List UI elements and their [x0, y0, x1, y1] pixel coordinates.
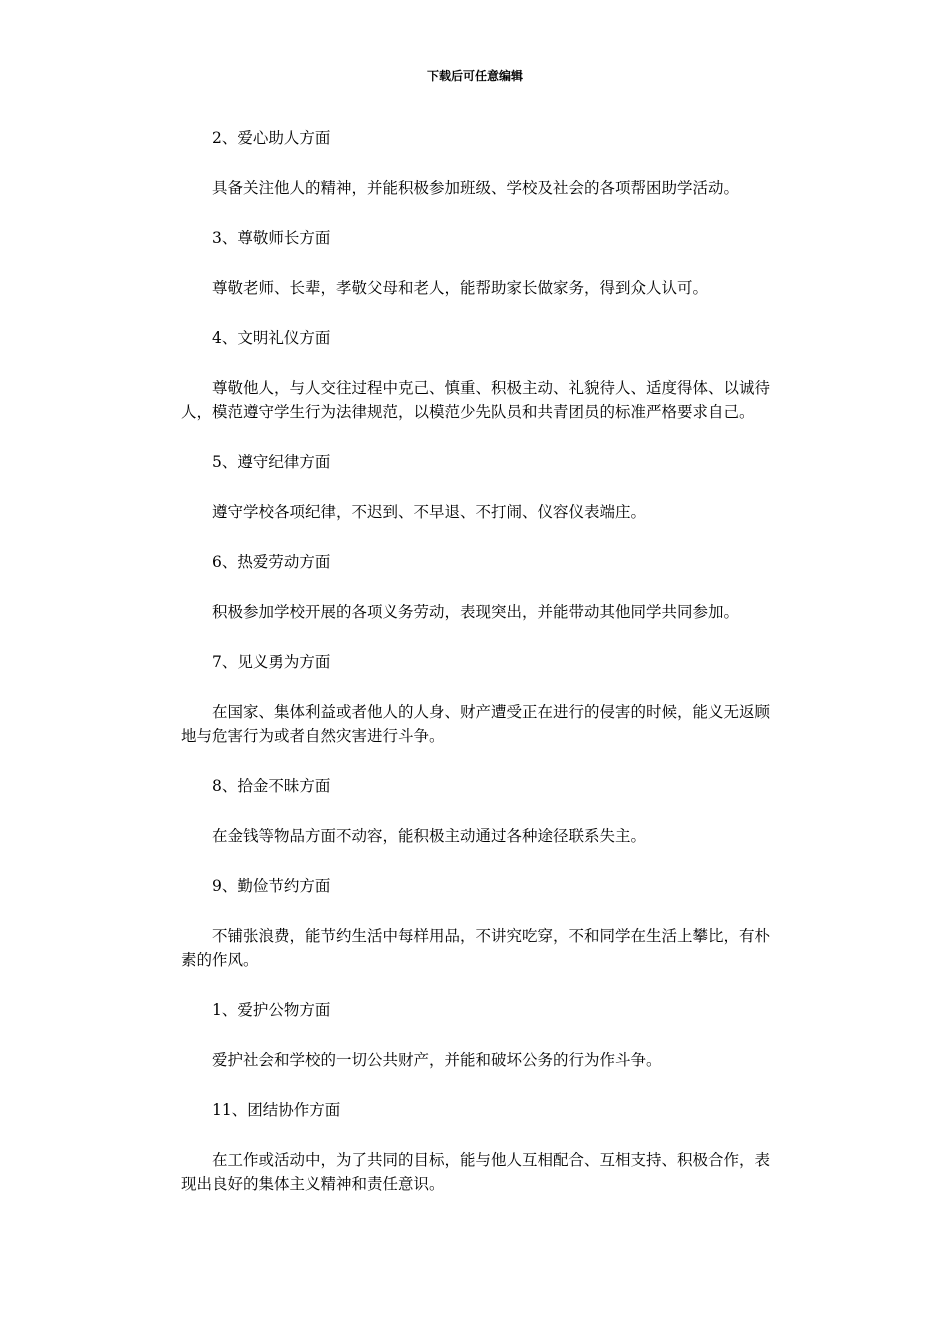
section-heading: 6、热爱劳动方面: [212, 553, 331, 571]
section-heading: 3、尊敬师长方面: [212, 229, 331, 247]
section-body: 在国家、集体利益或者他人的人身、财产遭受正在进行的侵害的时候，能义无返顾地与危害行为或者自然灾害进行斗争。: [181, 703, 771, 745]
section-body: 具备关注他人的精神，并能积极参加班级、学校及社会的各项帮困助学活动。: [212, 179, 740, 197]
section-body: 在金钱等物品方面不动容，能积极主动通过各种途径联系失主。: [212, 827, 647, 845]
section-heading: 2、爱心助人方面: [212, 129, 331, 147]
section-body: 积极参加学校开展的各项义务劳动，表现突出，并能带动其他同学共同参加。: [212, 603, 740, 621]
document-body: [181, 126, 781, 1222]
section-heading: 1、爱护公物方面: [212, 1001, 331, 1019]
section-heading: 7、见义勇为方面: [212, 653, 331, 671]
section-body: 爱护社会和学校的一切公共财产，并能和破坏公务的行为作斗争。: [212, 1051, 662, 1069]
section-body: 在工作或活动中，为了共同的目标，能与他人互相配合、互相支持、积极合作，表现出良好的集体主义精神和责任意识。: [181, 1151, 771, 1193]
section-heading: 4、文明礼仪方面: [212, 329, 331, 347]
section-heading: 5、遵守纪律方面: [212, 453, 331, 471]
section-heading: 11、团结协作方面: [212, 1101, 341, 1119]
section-heading: 9、勤俭节约方面: [212, 877, 331, 895]
page-header: 下载后可任意编辑: [426, 69, 523, 83]
section-heading: 8、拾金不昧方面: [212, 777, 331, 795]
section-body: 不铺张浪费，能节约生活中每样用品，不讲究吃穿，不和同学在生活上攀比，有朴素的作风。: [181, 927, 771, 969]
section-body: 尊敬他人，与人交往过程中克己、慎重、积极主动、礼貌待人、适度得体、以诚待人，模范遵守学生行为法律规范，以模范少先队员和共青团员的标准严格要求自己。: [181, 379, 771, 421]
section-body: 尊敬老师、长辈，孝敬父母和老人，能帮助家长做家务，得到众人认可。: [212, 279, 709, 297]
section-body: 遵守学校各项纪律，不迟到、不早退、不打闹、仪容仪表端庄。: [212, 503, 647, 521]
